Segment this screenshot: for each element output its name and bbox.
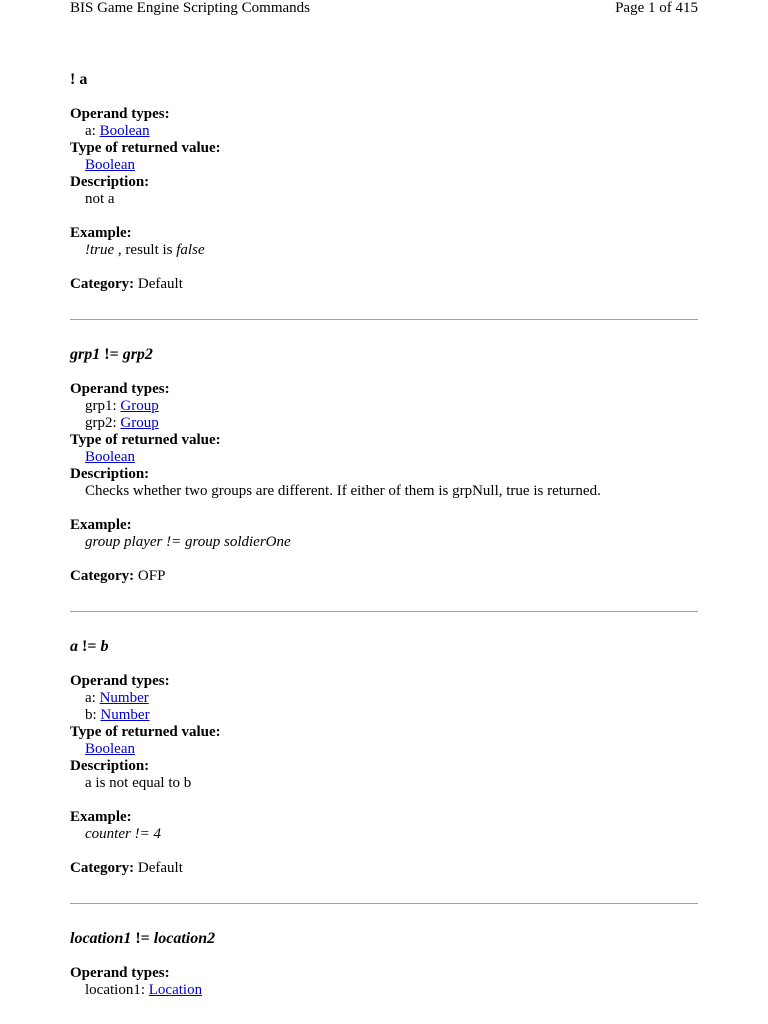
operand-types-label: Operand types:	[70, 106, 170, 122]
type-link[interactable]: Group	[120, 398, 159, 414]
type-link[interactable]: Boolean	[85, 157, 135, 173]
command-entry	[70, 637, 698, 877]
type-link[interactable]: Number	[100, 707, 150, 723]
example-label: Example:	[70, 517, 132, 533]
returned-value-label: Type of returned value:	[70, 724, 221, 740]
command-title	[70, 929, 698, 949]
operand-name: location1:	[85, 982, 149, 998]
type-link[interactable]: Number	[99, 690, 149, 706]
operand-right: grp2	[122, 346, 153, 363]
category-value: OFP	[137, 568, 166, 584]
operand-name: b:	[85, 707, 101, 723]
description-text: Checks whether two groups are different. If either of them is grpNull, true is returned.	[85, 483, 601, 499]
type-link[interactable]: Boolean	[85, 741, 135, 757]
operand-types-label: Operand types:	[70, 965, 170, 981]
category-row	[70, 568, 698, 585]
category-label: Category:	[70, 568, 135, 584]
description-text: a is not equal to b	[85, 775, 192, 791]
returned-value	[70, 157, 698, 174]
example-text	[70, 242, 698, 259]
category-value: Default	[137, 276, 183, 292]
category-label: Category:	[70, 860, 135, 876]
category-row	[70, 860, 698, 877]
returned-value	[70, 741, 698, 758]
command-title	[70, 345, 698, 365]
operator: !=	[100, 346, 123, 363]
entry-separator	[70, 585, 698, 637]
command-title	[70, 70, 698, 90]
operand-row	[70, 690, 698, 707]
example-label: Example:	[70, 225, 132, 241]
type-link[interactable]: Boolean	[99, 123, 150, 139]
category-value: Default	[137, 860, 183, 876]
returned-value	[70, 449, 698, 466]
example-text: group player != group soldierOne	[85, 534, 291, 550]
command-entry	[70, 345, 698, 585]
entry-separator	[70, 293, 698, 345]
page-header	[70, 0, 698, 20]
description-label: Description:	[70, 174, 150, 190]
example-label: Example:	[70, 809, 132, 825]
example-result: false	[176, 242, 205, 258]
example-code: !true	[85, 242, 115, 258]
example-text: counter != 4	[85, 826, 161, 842]
operand-row	[70, 398, 698, 415]
operand-right: location2	[153, 930, 216, 947]
operand-types-label: Operand types:	[70, 673, 170, 689]
operand-name: grp2:	[85, 415, 121, 431]
operand-left: grp1	[70, 346, 101, 363]
command-title	[70, 637, 698, 657]
entry-separator	[70, 877, 698, 929]
type-link[interactable]: Location	[148, 982, 203, 998]
operand-name: a:	[85, 690, 100, 706]
command-syntax: ! a	[70, 71, 88, 88]
operand-left: location1	[70, 930, 132, 947]
operand-right: b	[100, 638, 109, 655]
command-entry	[70, 70, 698, 293]
description-text: not a	[85, 191, 115, 207]
document-body	[70, 70, 698, 999]
operand-name: grp1:	[85, 398, 121, 414]
description-label: Description:	[70, 466, 150, 482]
operator: !=	[78, 638, 101, 655]
page-number: Page 1 of 415	[615, 0, 698, 16]
operand-left: a	[70, 638, 78, 655]
returned-value-label: Type of returned value:	[70, 432, 221, 448]
operand-row	[70, 415, 698, 432]
operand-types-label: Operand types:	[70, 381, 170, 397]
type-link[interactable]: Group	[120, 415, 159, 431]
type-link[interactable]: Boolean	[85, 449, 135, 465]
operand-row	[70, 123, 698, 140]
description-label: Description:	[70, 758, 150, 774]
operator: !=	[131, 930, 154, 947]
command-entry	[70, 929, 698, 999]
document-title: BIS Game Engine Scripting Commands	[70, 0, 310, 16]
category-label: Category:	[70, 276, 135, 292]
operand-row	[70, 982, 698, 999]
category-row	[70, 276, 698, 293]
operand-name: a:	[85, 123, 100, 139]
example-note: , result is	[114, 242, 177, 258]
returned-value-label: Type of returned value:	[70, 140, 221, 156]
operand-row	[70, 707, 698, 724]
